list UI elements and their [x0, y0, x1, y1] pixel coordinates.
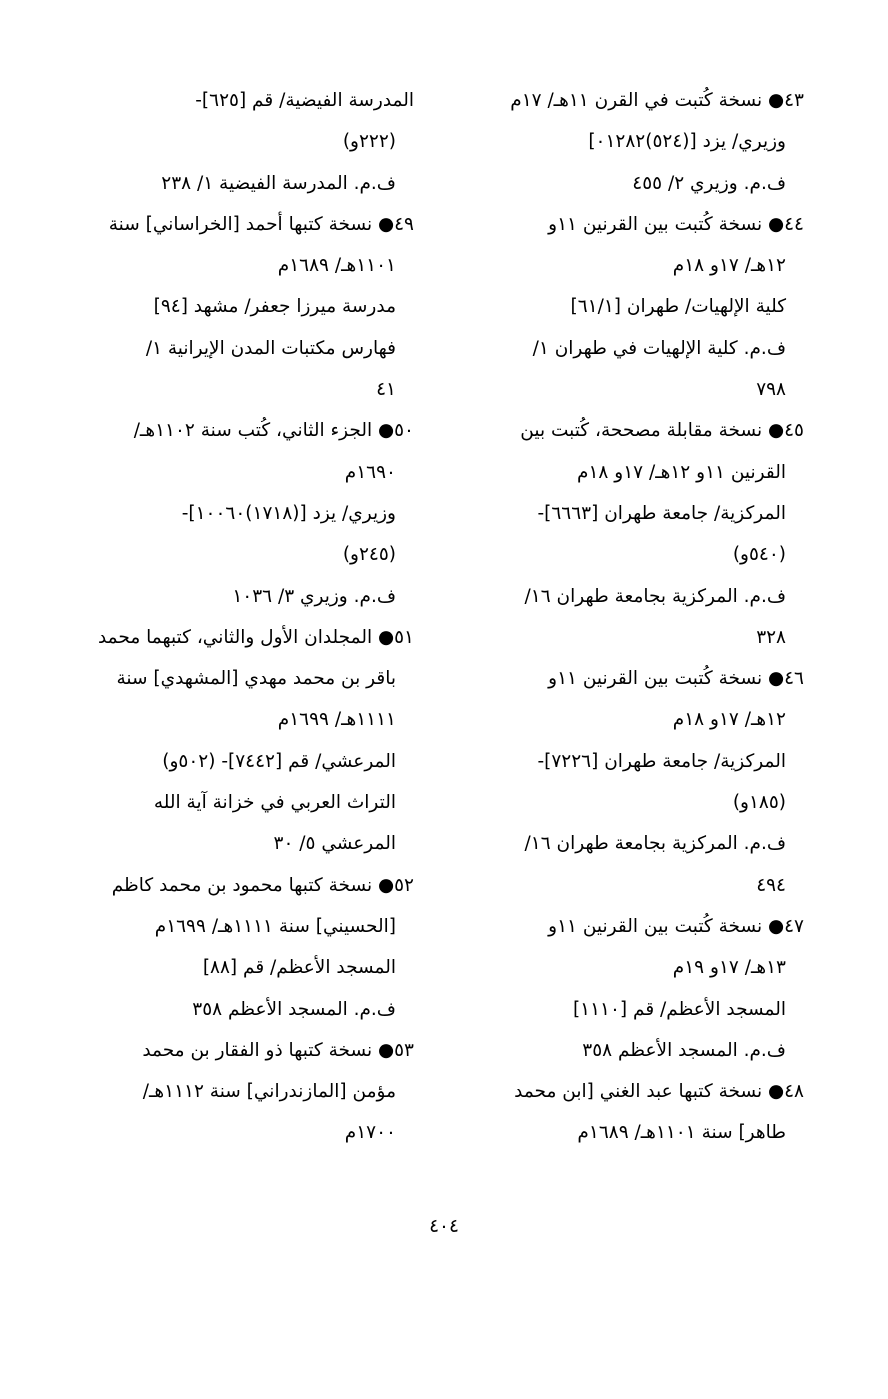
- entry-line: المرعشي ٥/ ٣٠: [273, 833, 396, 855]
- page-number: ٤٠٤: [429, 1216, 459, 1237]
- entry-heading: ٤٦● نسخة كُتبت بين القرنين ١١و: [548, 668, 804, 690]
- entry-line: ١١٠١هـ/ ١٦٨٩م: [277, 255, 396, 277]
- manuscript-entry: [84, 617, 414, 865]
- entry-line: المركزية/ جامعة طهران [٧٢٢٦]-: [537, 750, 786, 772]
- entry-line: ٣٢٨: [756, 626, 786, 648]
- right-column: [444, 80, 804, 1154]
- manuscript-entry: [444, 1071, 804, 1154]
- entry-line: مدرسة ميرزا جعفر/ مشهد [٩٤]: [153, 296, 396, 318]
- entry-heading: ٤٧● نسخة كُتبت بين القرنين ١١و: [548, 915, 804, 937]
- entry-line: المسجد الأعظم/ قم [١١١٠]: [572, 998, 786, 1020]
- manuscript-entry: [444, 204, 804, 410]
- entry-line: (٢٤٥و): [342, 544, 396, 566]
- entry-line: المركزية/ جامعة طهران [٦٦٦٣]-: [537, 502, 786, 524]
- entry-heading: ٤٩● نسخة كتبها أحمد [الخراساني] سنة: [108, 213, 414, 235]
- entry-line: ١٧٠٠م: [344, 1122, 396, 1144]
- entry-line: ف.م. المركزية بجامعة طهران ١٦/: [524, 585, 786, 607]
- manuscript-entry: [444, 410, 804, 658]
- entry-line: (١٨٥و): [732, 792, 786, 814]
- entry-line: ف.م. المدرسة الفيضية ١/ ٢٣٨: [161, 172, 396, 194]
- left-column: [84, 80, 414, 1154]
- entry-heading: ٥٠● الجزء الثاني، كُتب سنة ١١٠٢هـ/: [133, 420, 414, 442]
- entry-line: (٢٢٢و): [342, 131, 396, 153]
- entry-line: ٤١: [376, 379, 396, 401]
- entry-line: ١٢هـ/ ١٧و ١٨م: [672, 255, 786, 277]
- entry-line: ٤٩٤: [756, 874, 786, 896]
- entry-line: ف.م. المسجد الأعظم ٣٥٨: [192, 998, 396, 1020]
- entry-heading: ٤٨● نسخة كتبها عبد الغني [ابن محمد: [514, 1081, 804, 1103]
- entry-line: القرنين ١١و ١٢هـ/ ١٧و ١٨م: [577, 461, 786, 483]
- entry-line: [الحسيني] سنة ١١١١هـ/ ١٦٩٩م: [154, 915, 396, 937]
- manuscript-entry: [84, 204, 414, 410]
- entry-heading: ٥٣● نسخة كتبها ذو الفقار بن محمد: [142, 1039, 414, 1061]
- entry-line: ف.م. كلية الإلهيات في طهران ١/: [532, 337, 786, 359]
- manuscript-entry: [84, 80, 414, 204]
- entry-line: ف.م. وزيري ٣/ ١٠٣٦: [232, 585, 396, 607]
- entry-line: ١٣هـ/ ١٧و ١٩م: [672, 957, 786, 979]
- entry-heading: ٤٥● نسخة مقابلة مصححة، كُتبت بين: [520, 420, 804, 442]
- manuscript-entry: [84, 865, 414, 1030]
- entry-line: طاهر] سنة ١١٠١هـ/ ١٦٨٩م: [577, 1122, 786, 1144]
- entry-line: وزيري/ يزد [(١٧١٨)١٠٠٦٠]-: [181, 502, 396, 524]
- entry-line: فهارس مكتبات المدن الإيرانية ١/: [145, 337, 396, 359]
- entry-line: ١٢هـ/ ١٧و ١٨م: [672, 709, 786, 731]
- entry-line: ف.م. وزيري ٢/ ٤٥٥: [632, 172, 786, 194]
- entry-line: ف.م. المركزية بجامعة طهران ١٦/: [524, 833, 786, 855]
- entry-line: ف.م. المسجد الأعظم ٣٥٨: [582, 1039, 786, 1061]
- manuscript-entry: [84, 410, 414, 616]
- entry-heading: ٤٣● نسخة كُتبت في القرن ١١هـ/ ١٧م: [510, 90, 804, 111]
- entry-line: التراث العربي في خزانة آية الله: [153, 792, 396, 814]
- manuscript-entry: [84, 1030, 414, 1154]
- entry-line: وزيري/ يزد [(٥٢٤)٠١٢٨٢]: [588, 131, 786, 153]
- entry-line: المسجد الأعظم/ قم [٨٨]: [202, 957, 396, 979]
- entry-heading: ٤٤● نسخة كُتبت بين القرنين ١١و: [548, 213, 804, 235]
- entry-heading: ٥٢● نسخة كتبها محمود بن محمد كاظم: [111, 874, 414, 896]
- entry-line: كلية الإلهيات/ طهران [٦١/١]: [570, 296, 786, 318]
- entry-line: المرعشي/ قم [٧٤٤٢]- (٥٠٢و): [162, 750, 396, 772]
- entry-line: (٥٤٠و): [732, 544, 786, 566]
- entry-line: باقر بن محمد مهدي [المشهدي] سنة: [116, 668, 396, 690]
- entry-line: ١١١١هـ/ ١٦٩٩م: [277, 709, 396, 731]
- entry-heading: المدرسة الفيضية/ قم [٦٢٥]-: [195, 90, 414, 111]
- manuscript-entry: [444, 658, 804, 906]
- entry-line: ١٦٩٠م: [344, 461, 396, 483]
- manuscript-entry: [444, 80, 804, 204]
- entry-heading: ٥١● المجلدان الأول والثاني، كتبهما محمد: [97, 626, 414, 648]
- entry-line: مؤمن [المازندراني] سنة ١١١٢هـ/: [142, 1081, 396, 1103]
- manuscript-entry: [444, 906, 804, 1071]
- entry-line: ٧٩٨: [756, 379, 786, 401]
